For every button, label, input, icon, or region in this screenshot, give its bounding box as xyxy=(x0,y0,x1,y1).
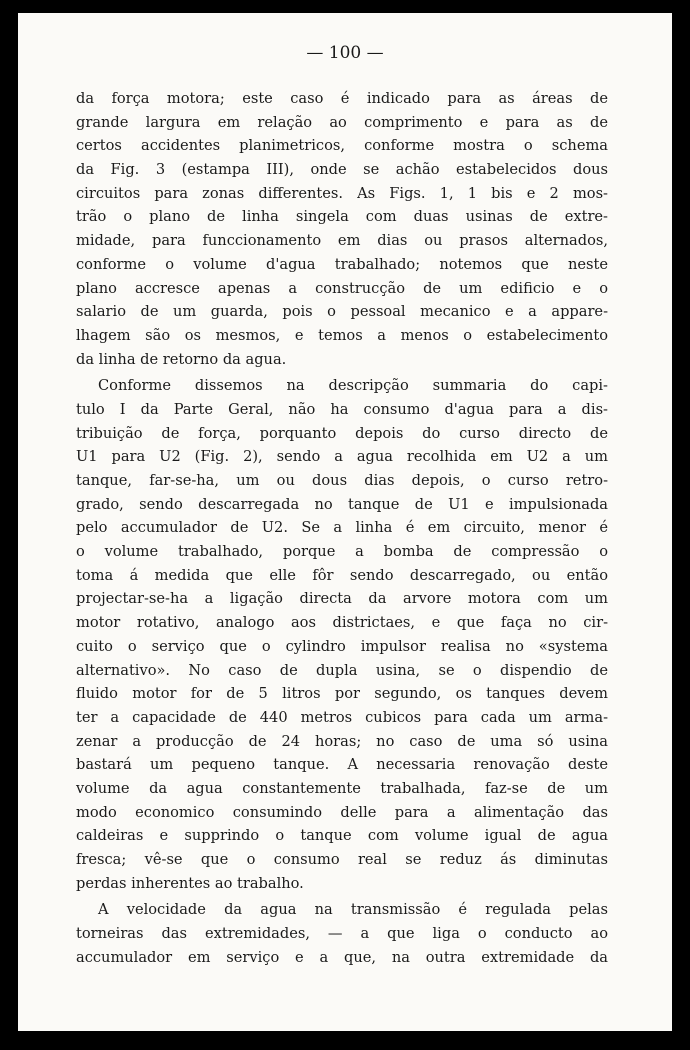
text-line: A velocidade da agua na transmissão é regulada pelas xyxy=(98,901,608,919)
page-number: — 100 — xyxy=(306,43,384,63)
paragraph-3 xyxy=(76,898,608,969)
text-line: alternativo». No caso de dupla usina, se o dispendio de xyxy=(76,661,608,679)
book-page xyxy=(18,13,672,1031)
text-line: tulo I da Parte Geral, não ha consumo d'agua para a dis- xyxy=(76,400,608,418)
text-line: caldeiras e supprindo o tanque com volume igual de agua xyxy=(76,827,608,845)
text-line: salario de um guarda, pois o pessoal mecanico e a appare- xyxy=(76,303,608,321)
text-line: motor rotativo, analogo aos districtaes, e que faça no cir- xyxy=(76,614,608,632)
text-line: da linha de retorno da agua. xyxy=(76,350,287,368)
paragraph-2 xyxy=(76,374,608,895)
text-line: fluido motor for de 5 litros por segundo, os tanques devem xyxy=(76,685,608,703)
text-line: fresca; vê-se que o consumo real se reduz ás diminutas xyxy=(76,851,608,868)
text-line: U1 para U2 (Fig. 2), sendo a agua recolhida em U2 a um xyxy=(76,448,608,466)
text-line: da força motora; este caso é indicado para as áreas de xyxy=(76,90,608,107)
text-line: accumulador em serviço e a que, na outra extremidade da xyxy=(76,948,608,966)
paragraph-1 xyxy=(76,87,608,371)
text-line: cuito o serviço que o cylindro impulsor realisa no «systema xyxy=(76,637,608,655)
text-line: da Fig. 3 (estampa III), onde se achão estabelecidos dous xyxy=(76,161,608,179)
text-line: zenar a producção de 24 horas; no caso de uma só usina xyxy=(76,732,608,750)
text-line: conforme o volume d'agua trabalhado; notemos que neste xyxy=(76,255,608,273)
text-line: torneiras das extremidades, — a que liga o conducto ao xyxy=(76,925,608,943)
text-line: toma á medida que elle fôr sendo descarregado, ou então xyxy=(76,566,608,584)
text-line: projectar-se-ha a ligação directa da arvore motora com um xyxy=(76,590,608,608)
text-line: o volume trabalhado, porque a bomba de compressão o xyxy=(76,543,608,561)
text-line: grado, sendo descarregada no tanque de U1 e impulsionada xyxy=(76,495,608,513)
text-line: grande largura em relação ao comprimento e para as de xyxy=(76,113,608,131)
text-line: circuitos para zonas differentes. As Figs. 1, 1 bis e 2 mos- xyxy=(76,184,608,202)
text-line: plano accresce apenas a construcção de um edificio e o xyxy=(76,279,608,297)
text-line: pelo accumulador de U2. Se a linha é em circuito, menor é xyxy=(76,519,608,537)
text-line: modo economico consumindo delle para a alimentação das xyxy=(76,803,608,821)
text-line: perdas inherentes ao trabalho. xyxy=(76,874,304,892)
body-text xyxy=(76,87,608,969)
text-line: ter a capacidade de 440 metros cubicos para cada um arma- xyxy=(76,708,608,726)
text-line: certos accidentes planimetricos, conforme mostra o schema xyxy=(76,137,608,155)
text-line: lhagem são os mesmos, e temos a menos o estabelecimento xyxy=(76,326,608,344)
text-line: tanque, far-se-ha, um ou dous dias depois, o curso retro- xyxy=(76,472,608,489)
text-line: Conforme dissemos na descripção summaria do capi- xyxy=(98,377,608,395)
text-line: trão o plano de linha singela com duas usinas de extre- xyxy=(76,208,608,226)
text-line: tribuição de força, porquanto depois do curso directo de xyxy=(76,424,608,442)
text-line: volume da agua constantemente trabalhada, faz-se de um xyxy=(76,779,608,797)
text-line: midade, para funccionamento em dias ou prasos alternados, xyxy=(76,232,608,250)
text-line: bastará um pequeno tanque. A necessaria renovação deste xyxy=(76,756,608,774)
